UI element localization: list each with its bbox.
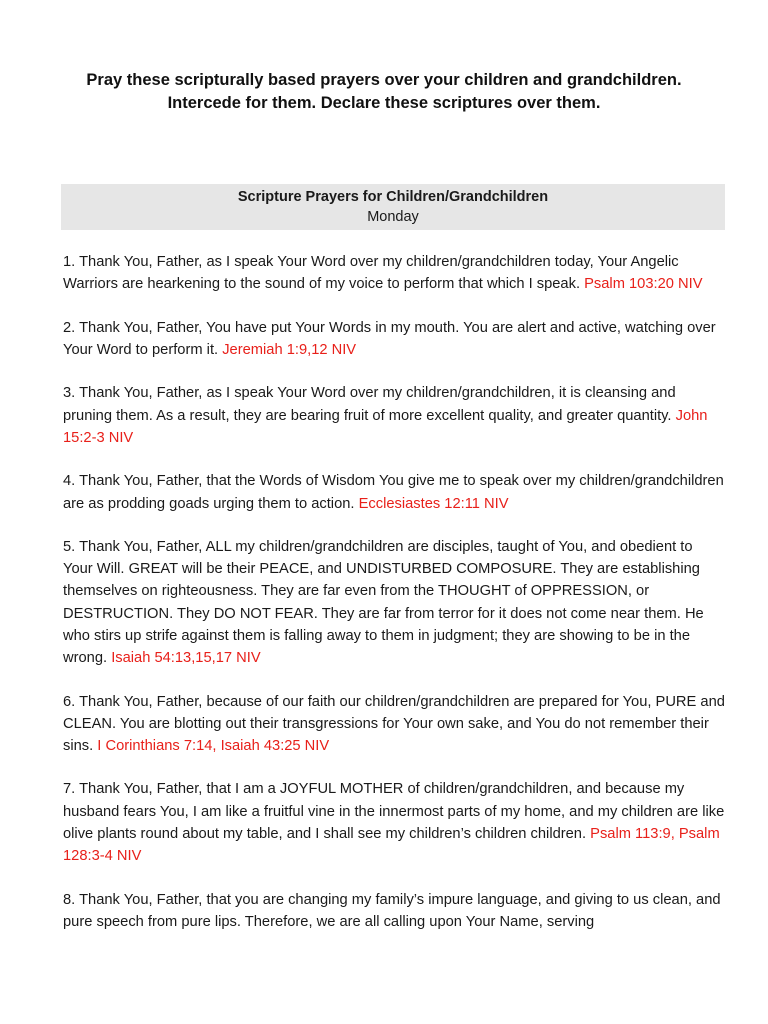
prayer-item xyxy=(63,317,725,361)
prayer-text: 3. Thank You, Father, as I speak Your Word over my children/grandchildren, it is cleansing and pruning them. As a result, they are bearing fruit of more excellent quality, and greater quantity. xyxy=(63,385,676,424)
prayer-item xyxy=(63,691,725,758)
prayer-item xyxy=(63,382,725,449)
banner-title: Scripture Prayers for Children/Grandchildren xyxy=(237,189,549,205)
intro-line-2: Intercede for them. Declare these scriptures over them. xyxy=(167,94,601,112)
prayer-text: 1. Thank You, Father, as I speak Your Word over my children/grandchildren today, Your Angelic Warriors are hearkening to the sound of my voice to perform that which I speak. xyxy=(63,254,679,293)
prayer-item xyxy=(63,778,725,867)
prayer-text: 5. Thank You, Father, ALL my children/grandchildren are disciples, taught of You, and obedient to Your Will. GREAT will be their PEACE, and UNDISTURBED COMPOSURE. They are establishing themselves on righteousness. They are far even from the THOUGHT of OPPRESSION, or DESTRUCTION. They DO NOT FEAR. They are far from terror for it does not come near them. He who stirs up strife against them is falling away to them in judgment; they are showing to be in the wrong. xyxy=(63,539,704,667)
prayer-item xyxy=(63,470,725,514)
prayer-text: 7. Thank You, Father, that I am a JOYFUL MOTHER of children/grandchildren, and because my husband fears You, I am like a fruitful vine in the innermost parts of my home, and my children are like olive plants round about my table, and I shall see my children’s children children. xyxy=(63,781,725,842)
section-banner xyxy=(61,184,725,230)
scripture-reference: Psalm 113:9, Psalm 128:3-4 NIV xyxy=(63,825,720,865)
banner-day: Monday xyxy=(367,209,419,225)
prayer-item xyxy=(63,889,725,933)
scripture-reference: John 15:2-3 NIV xyxy=(63,407,708,446)
scripture-reference: I Corinthians 7:14, Isaiah 43:25 NIV xyxy=(97,737,330,754)
prayer-text: 2. Thank You, Father, You have put Your Words in my mouth. You are alert and active, watching over Your Word to perform it. xyxy=(63,319,716,358)
scripture-reference: Jeremiah 1:9,12 NIV xyxy=(222,341,357,358)
scripture-reference: Isaiah 54:13,15,17 NIV xyxy=(111,650,261,667)
intro-heading xyxy=(40,69,728,115)
prayer-item xyxy=(63,251,725,295)
scripture-reference: Ecclesiastes 12:11 NIV xyxy=(358,495,509,512)
prayer-text: 8. Thank You, Father, that you are changing my family’s impure language, and giving to us clean, and pure speech from pure lips. Therefore, we are all calling upon Your Name, serving xyxy=(63,891,721,930)
intro-line-1: Pray these scripturally based prayers over your children and grandchildren. xyxy=(86,71,682,89)
prayer-item xyxy=(63,536,725,669)
prayer-list xyxy=(63,251,725,954)
scripture-reference: Psalm 103:20 NIV xyxy=(584,276,703,293)
prayer-text: 4. Thank You, Father, that the Words of Wisdom You give me to speak over my children/grandchildren are as prodding goads urging them to action. xyxy=(63,473,724,512)
prayer-text: 6. Thank You, Father, because of our faith our children/grandchildren are prepared for You, PURE and CLEAN. You are blotting out their transgressions for Your own sake, and You do not remember their sins. xyxy=(63,693,725,754)
